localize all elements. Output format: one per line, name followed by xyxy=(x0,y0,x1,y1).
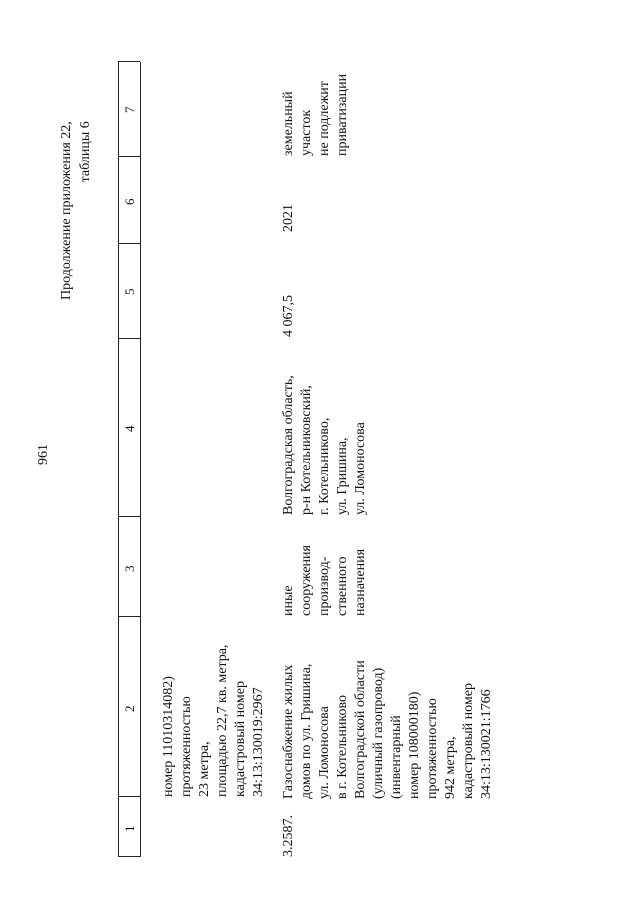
continued-object-description xyxy=(160,645,268,797)
text-line: ул. Гришина, xyxy=(335,437,350,515)
column-number-1: 1 xyxy=(122,825,137,832)
column-number-5: 5 xyxy=(122,288,137,295)
text-line: протяженностью xyxy=(425,698,440,799)
text-line: ственного xyxy=(335,556,350,616)
text-line: кадастровый номер xyxy=(461,683,476,799)
column-number-6: 6 xyxy=(122,198,137,205)
column-number-3: 3 xyxy=(122,565,137,572)
object-description xyxy=(280,660,496,799)
text-line: Газоснабжение жилых xyxy=(281,664,296,799)
object-value: 4 067,5 xyxy=(281,295,296,337)
text-line: 34:13:130021:1766 xyxy=(479,689,494,799)
text-line: (уличный газопровод) xyxy=(371,667,386,799)
object-year: 2021 xyxy=(281,204,296,232)
row-number: 3.2587. xyxy=(281,815,296,857)
col-divider-1 xyxy=(118,856,140,857)
object-type xyxy=(280,545,370,616)
text-line: иные xyxy=(281,585,296,616)
text-line: ул. Ломоносова xyxy=(317,706,332,799)
column-number-2: 2 xyxy=(122,705,137,712)
text-line: земельный xyxy=(281,91,296,156)
text-line: приватизации xyxy=(335,73,350,156)
object-note xyxy=(280,74,352,156)
column-number-7: 7 xyxy=(122,106,137,113)
text-line: номер 11010314082) xyxy=(161,676,176,797)
col-divider-8 xyxy=(118,61,140,62)
column-number-4: 4 xyxy=(122,425,137,432)
col-divider-7 xyxy=(118,156,140,157)
table-caption xyxy=(57,121,95,300)
object-address xyxy=(280,375,370,515)
text-line: производ- xyxy=(317,556,332,616)
text-line: в г. Котельниково xyxy=(335,694,350,799)
text-line: назначения xyxy=(353,548,368,616)
col-divider-5 xyxy=(118,338,140,339)
col-divider-3 xyxy=(118,616,140,617)
text-line: домов по ул. Гришина, xyxy=(299,663,314,799)
text-line: Волгоградской области xyxy=(353,660,368,799)
text-line: не подлежит xyxy=(317,81,332,156)
header-top-rule xyxy=(118,62,119,857)
text-line: номер 108000180) xyxy=(407,691,422,799)
caption-line-1: Продолжение приложения 22, xyxy=(59,121,74,300)
col-divider-6 xyxy=(118,243,140,244)
text-line: 34:13:130019:2967 xyxy=(251,687,266,797)
text-line: 23 метра, xyxy=(197,741,212,797)
text-line: г. Котельниково, xyxy=(317,417,332,515)
col-divider-4 xyxy=(118,516,140,517)
header-bottom-rule xyxy=(140,62,141,857)
text-line: кадастровый номер xyxy=(233,681,248,797)
text-line: 942 метра, xyxy=(443,736,458,799)
text-line: ул. Ломоносова xyxy=(353,422,368,515)
caption-line-2: таблицы 6 xyxy=(78,121,93,183)
text-line: р-н Котельниковский, xyxy=(299,385,314,515)
page-number: 961 xyxy=(36,444,51,465)
text-line: сооружения xyxy=(299,545,314,616)
text-line: Волгоградская область, xyxy=(281,375,296,515)
col-divider-2 xyxy=(118,796,140,797)
text-line: участок xyxy=(299,109,314,156)
text-line: протяженностью xyxy=(179,696,194,797)
text-line: площадью 22,7 кв. метра, xyxy=(215,644,230,797)
text-line: (инвентарный xyxy=(389,715,404,799)
